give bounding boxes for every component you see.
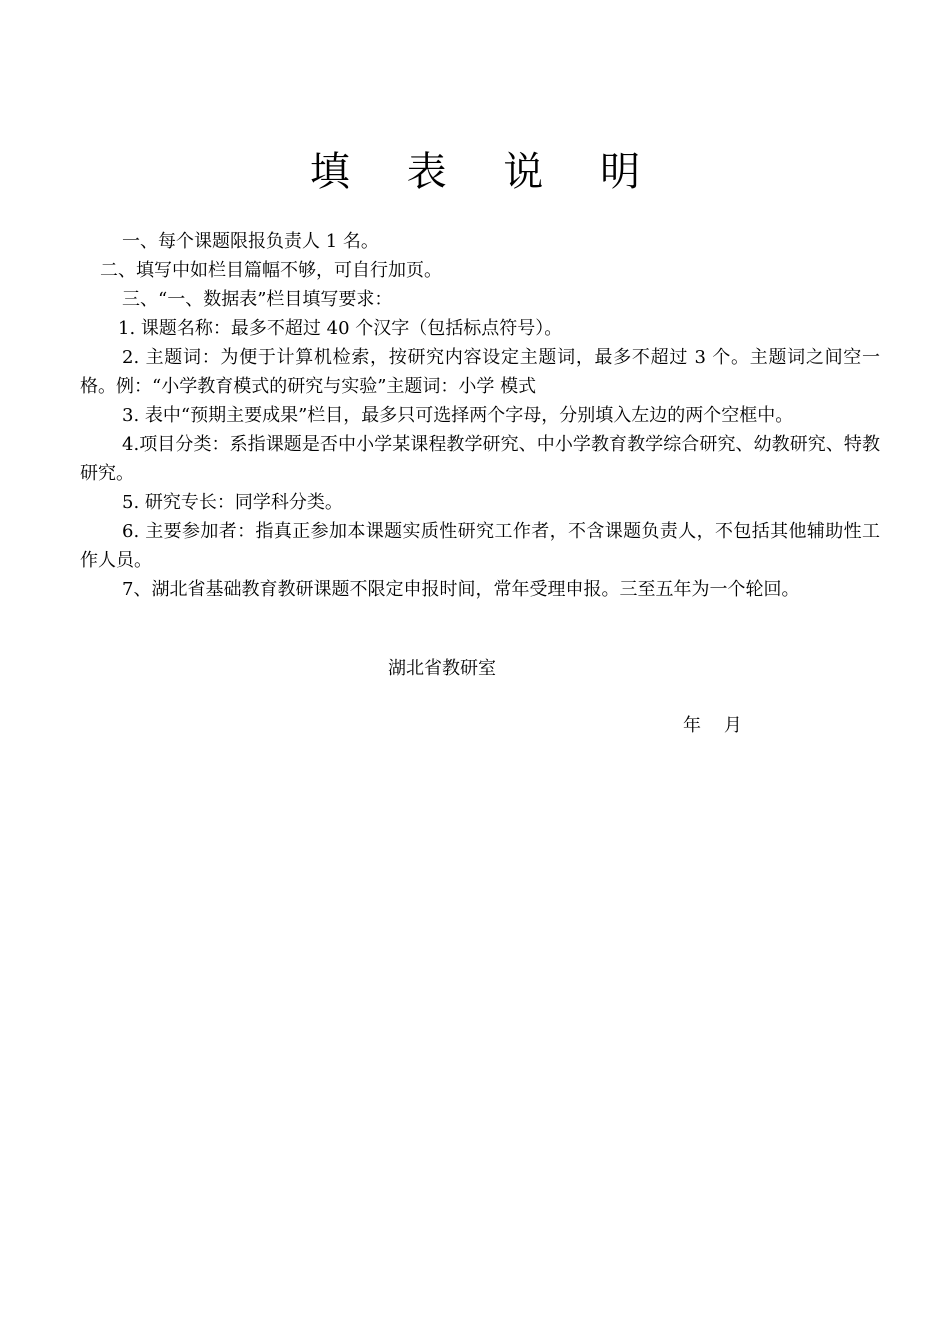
instruction-item-7: 7、湖北省基础教育教研课题不限定申报时间，常年受理申报。三至五年为一个轮回。 (122, 579, 800, 600)
issuing-organization: 湖北省教研室 (388, 658, 496, 679)
instruction-subitem-3: 3. 表中“预期主要成果”栏目，最多只可选择两个字母，分别填入左边的两个空框中。 (122, 405, 794, 426)
instruction-subitem-5: 5. 研究专长：同学科分类。 (122, 492, 343, 513)
instruction-subitem-1: 1. 课题名称：最多不超过 40 个汉字（包括标点符号）。 (118, 318, 563, 339)
instruction-subitem-6: 6. 主要参加者：指真正参加本课题实质性研究工作者，不含课题负责人，不包括其他辅助性工作人员。 (80, 521, 880, 571)
instruction-item-1: 一、每个课题限报负责人 1 名。 (122, 231, 379, 252)
instructions-body (80, 227, 880, 604)
instruction-subitem-4: 4.项目分类：系指课题是否中小学某课程教学研究、中小学教育教学综合研究、幼教研究、特教研究。 (80, 434, 880, 484)
page-title: 填 表 说 明 (309, 149, 663, 195)
instruction-item-3: 三、“一、数据表”栏目填写要求： (122, 289, 393, 310)
instruction-item-2: 二、填写中如栏目篇幅不够，可自行加页。 (100, 260, 442, 281)
date-line: 年 月 (683, 715, 742, 736)
instruction-subitem-2: 2. 主题词：为便于计算机检索，按研究内容设定主题词，最多不超过 3 个。主题词之间空一格。例：“小学教育模式的研究与实验”主题词：小学 模式 (80, 347, 880, 397)
